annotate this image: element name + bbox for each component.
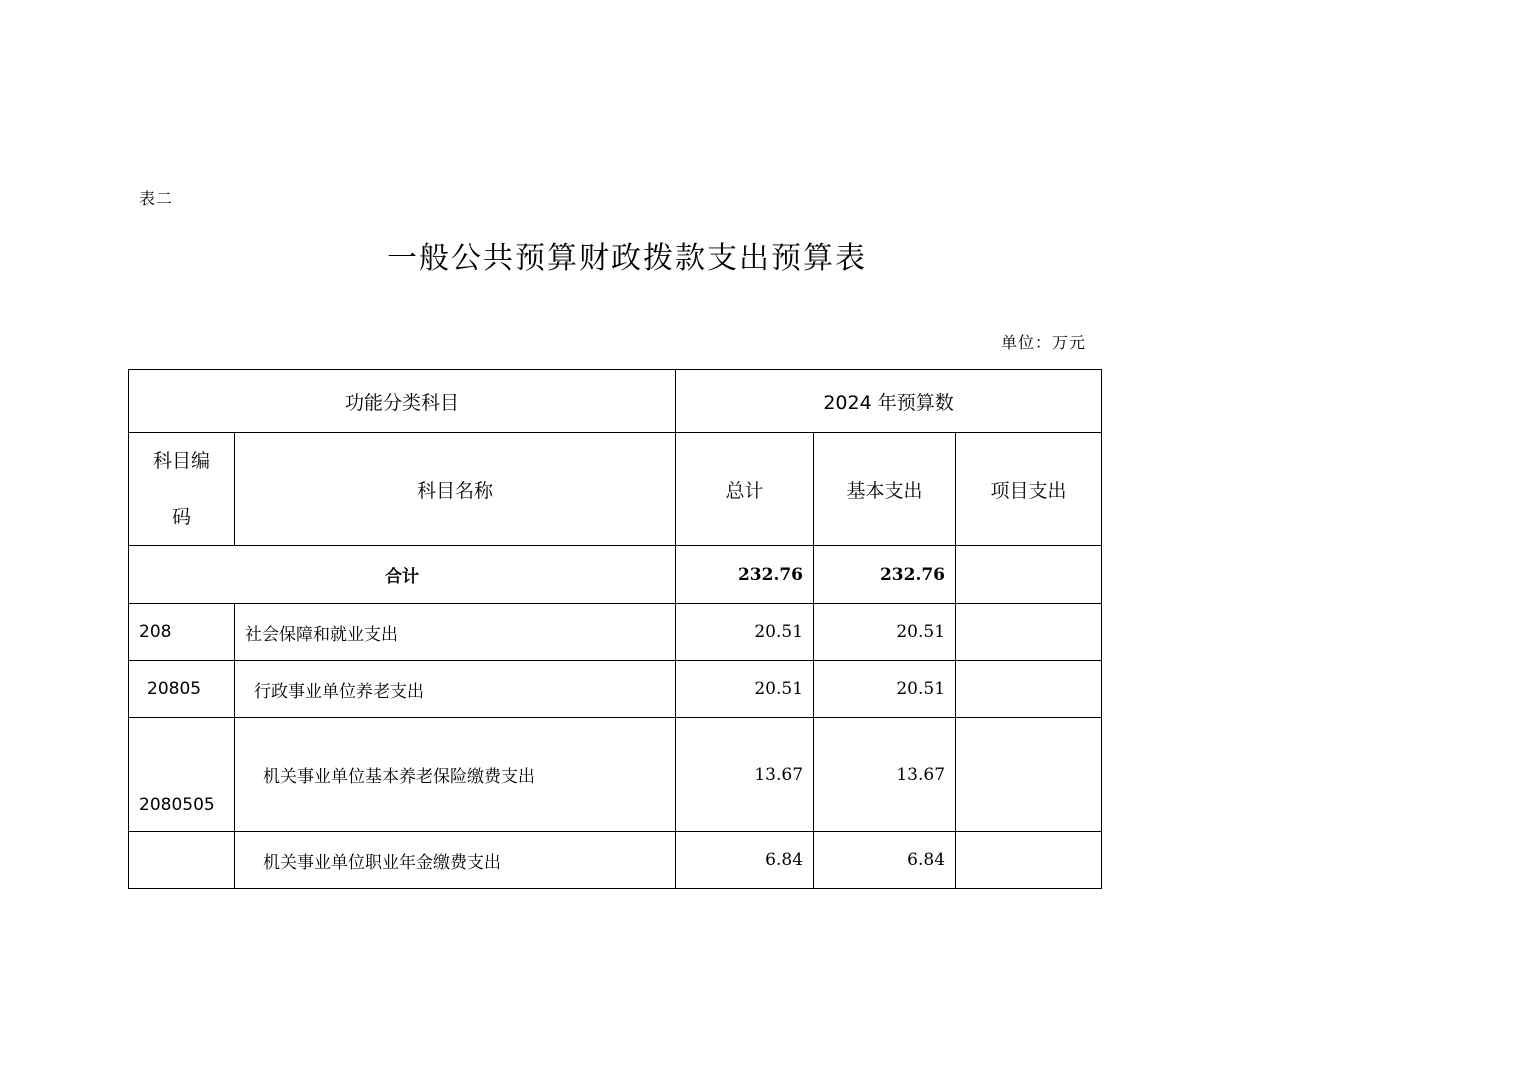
unit-note: 单位：万元 — [1001, 333, 1087, 352]
row-code: 2080505 — [129, 718, 235, 832]
table-row — [129, 604, 1102, 661]
row-total: 6.84 — [676, 832, 814, 889]
row-name: 机关事业单位职业年金缴费支出 — [235, 832, 676, 889]
table-row — [129, 661, 1102, 718]
row-project — [956, 832, 1102, 889]
row-name: 社会保障和就业支出 — [235, 604, 676, 661]
row-project — [956, 604, 1102, 661]
total-total: 232.76 — [676, 546, 814, 604]
header-basic: 基本支出 — [814, 433, 956, 546]
row-name: 行政事业单位养老支出 — [235, 661, 676, 718]
row-total: 20.51 — [676, 661, 814, 718]
header-row-1 — [129, 370, 1102, 433]
row-project — [956, 718, 1102, 832]
row-basic: 13.67 — [814, 718, 956, 832]
header-functional-category: 功能分类科目 — [129, 370, 676, 433]
total-project — [956, 546, 1102, 604]
row-total: 13.67 — [676, 718, 814, 832]
header-code-line2: 码 — [171, 506, 191, 528]
table-label: 表二 — [139, 189, 174, 208]
header-budget-year: 2024 年预算数 — [676, 370, 1102, 433]
row-code: 20805 — [129, 661, 235, 718]
row-code — [129, 832, 235, 889]
header-total: 总计 — [676, 433, 814, 546]
table-row — [129, 718, 1102, 832]
row-basic: 6.84 — [814, 832, 956, 889]
header-name: 科目名称 — [235, 433, 676, 546]
row-name: 机关事业单位基本养老保险缴费支出 — [235, 718, 676, 832]
total-basic: 232.76 — [814, 546, 956, 604]
row-project — [956, 661, 1102, 718]
table-row — [129, 832, 1102, 889]
row-basic: 20.51 — [814, 661, 956, 718]
total-row — [129, 546, 1102, 604]
page-title: 一般公共预算财政拨款支出预算表 — [387, 241, 867, 276]
row-code: 208 — [129, 604, 235, 661]
budget-table — [128, 369, 1102, 889]
header-code-cell — [129, 433, 235, 546]
row-basic: 20.51 — [814, 604, 956, 661]
header-row-2 — [129, 433, 1102, 546]
header-code-line1: 科目编 — [152, 450, 210, 472]
row-total: 20.51 — [676, 604, 814, 661]
total-label: 合计 — [129, 546, 676, 604]
header-project: 项目支出 — [956, 433, 1102, 546]
